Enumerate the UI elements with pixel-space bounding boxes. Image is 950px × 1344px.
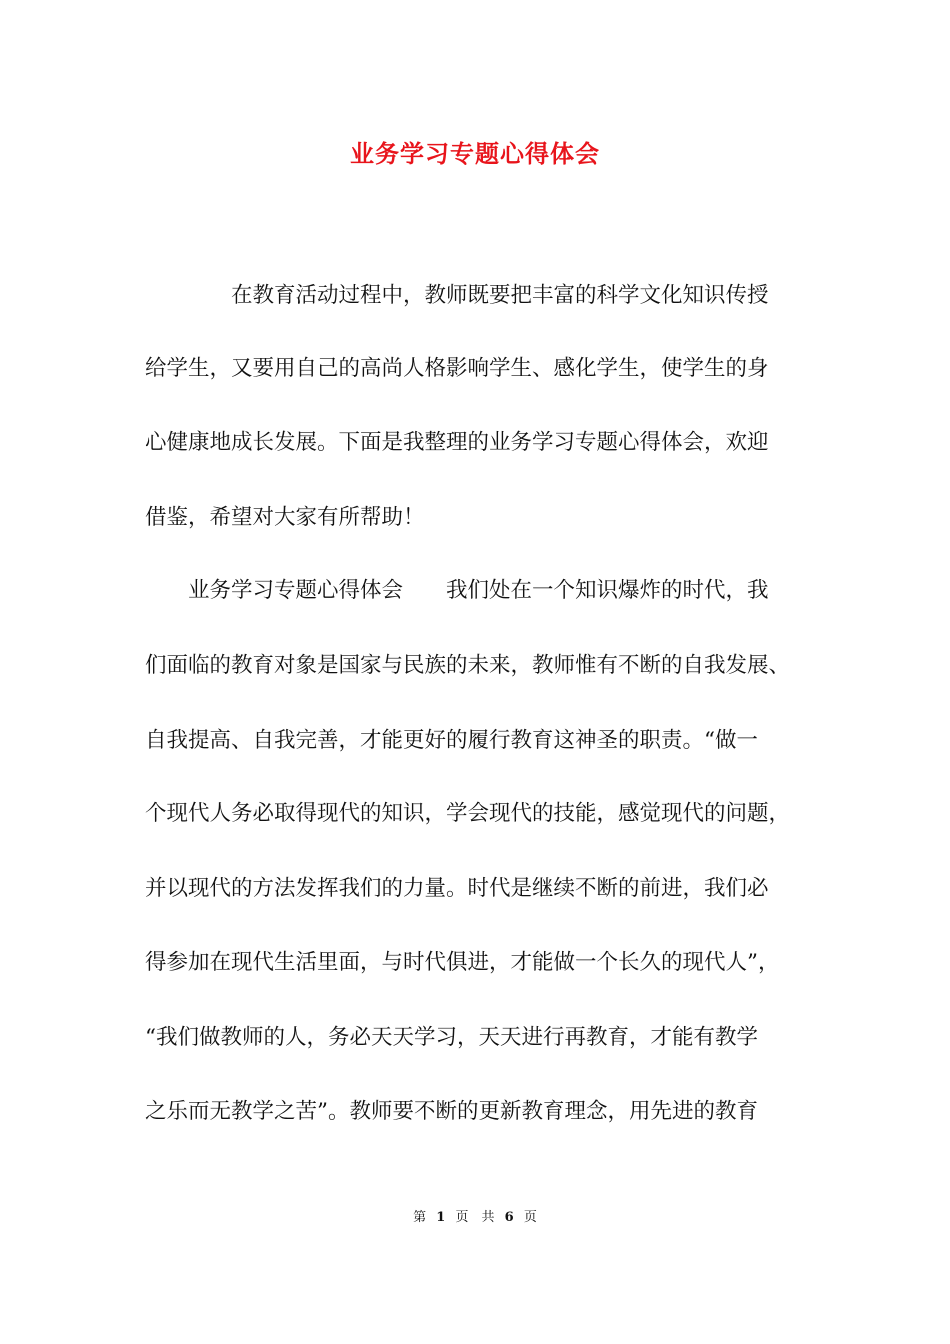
paragraph-line: “我们做教师的人，务必天天学习，天天进行再教育，才能有教学 bbox=[145, 1025, 758, 1050]
paragraph-line: 心健康地成长发展。下面是我整理的业务学习专题心得体会，欢迎 bbox=[145, 430, 769, 455]
page-footer bbox=[0, 1208, 950, 1228]
paragraph-line: 借鉴，希望对大家有所帮助！ bbox=[145, 505, 425, 530]
footer-middle: 页 共 bbox=[455, 1210, 495, 1225]
total-pages-number: 6 bbox=[504, 1210, 514, 1225]
paragraph-line: 业务学习专题心得体会 我们处在一个知识爆炸的时代，我 bbox=[145, 578, 769, 603]
footer-prefix: 第 bbox=[413, 1210, 427, 1225]
paragraph-line: 在教育活动过程中，教师既要把丰富的科学文化知识传授 bbox=[145, 283, 769, 308]
paragraph-line: 自我提高、自我完善，才能更好的履行教育这神圣的职责。“做一 bbox=[145, 728, 758, 753]
footer-suffix: 页 bbox=[523, 1210, 537, 1225]
paragraph-line: 并以现代的方法发挥我们的力量。时代是继续不断的前进，我们必 bbox=[145, 876, 769, 901]
paragraph-line: 得参加在现代生活里面，与时代俱进，才能做一个长久的现代人”， bbox=[145, 950, 780, 975]
paragraph-line: 给学生，又要用自己的高尚人格影响学生、感化学生，使学生的身 bbox=[145, 356, 769, 381]
document-title: 业务学习专题心得体会 bbox=[350, 139, 600, 168]
paragraph-line: 之乐而无教学之苦”。教师要不断的更新教育理念，用先进的教育 bbox=[145, 1099, 758, 1124]
paragraph-line: 们面临的教育对象是国家与民族的未来，教师惟有不断的自我发展、 bbox=[145, 653, 791, 678]
paragraph-line: 个现代人务必取得现代的知识，学会现代的技能，感觉现代的问题， bbox=[145, 801, 791, 826]
current-page-number: 1 bbox=[436, 1210, 446, 1225]
